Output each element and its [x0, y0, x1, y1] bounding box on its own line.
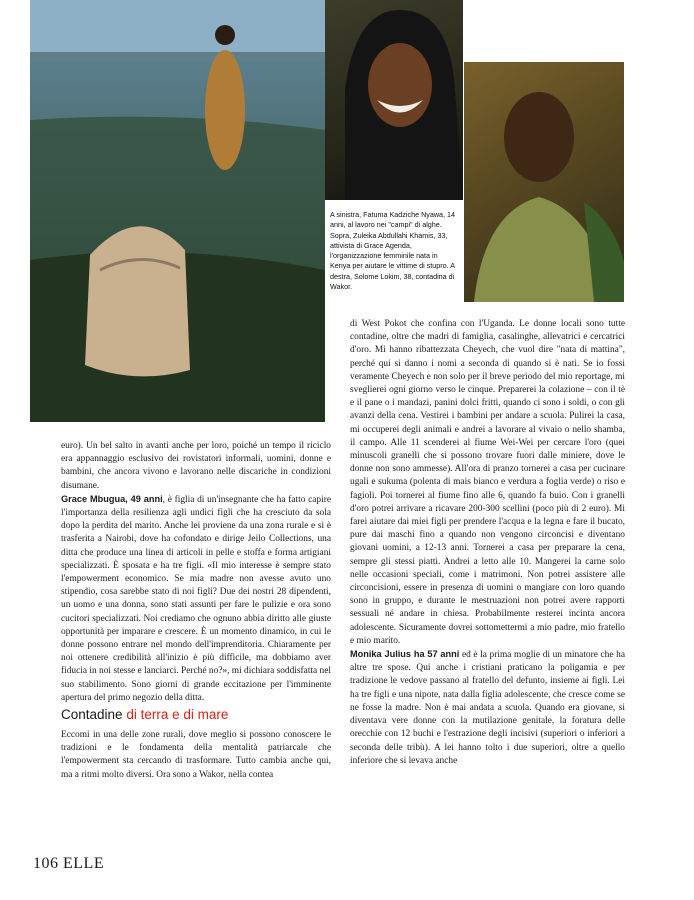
paragraph-text: , è figlia di un'insegnante che ha fatto capire l'importanza della resilienza agli undici figli che ha cresciuto da sola dopo la perdita del marito. Anche lei proviene da una zona rurale e si è trasferita a Nairobi, dove ha cofondato e dirige Jeilo Collections, una ditta che produce una linea di articoli in pelle e stoffa e forma artigiani specializzati. È sposata e ha tre figli. «Il mio interesse è sempre stato l'empowerment economico. Se mia madre non avesse avuto uno stipendio, cosa sarebbe stato di noi figli? Due dei nostri 28 dipendenti, un uomo e una donna, sono stati assunti per fare le pulizie e ora sono cucitori specializzati. Noi crediamo che ognuno abbia diritto alle giuste opportunità per imparare e crescere. È un momento dinamico, in cui le donne possono entrare nel mondo dell'imprenditoria. Chiaramente per noi ottenere credibilità all'inizio è più difficile, ma dobbiamo aver fiducia in noi stesse e lanciarci. Perché no?», mi dichiara soddisfatta nel suo stabilimento. Sono giorni di grande eccitazione per l'imminente apertura del primo negozio della ditta. [61, 494, 331, 703]
person-name: Grace Mbugua, 49 anni [61, 493, 163, 504]
photo-caption: A sinistra, Fatuma Kadziche Nyawa, 14 anni, al lavoro nei "campi" di alghe. Sopra, Zuleika Abdullahi Khamis, 33, attivista di Grace Agenda, l'organizzazione femminile nata in Kenya per aiutare le vittime di stupro. A destra, Solome Lokim, 38, contadina di Wakor. [330, 210, 456, 292]
article-column-right [350, 318, 625, 768]
page-folio: 106 ELLE [33, 855, 105, 872]
subhead-accent: di terra e di mare [126, 707, 229, 723]
subhead-main: Contadine [61, 707, 123, 723]
seaweed-farmer-illustration [30, 0, 325, 422]
portrait-zuleika-photo [325, 0, 463, 200]
seaweed-farmer-photo [30, 0, 325, 422]
paragraph [350, 648, 625, 768]
solome-portrait-illustration [464, 62, 624, 302]
paragraph-text: ed è la prima moglie di un minatore che ha altre tre spose. Qui anche i cristiani praticano la poligamia e per tradizione le vedove passano al fratello del defunto, insieme ai figli. Lei ha tre figli e una nipote, nata dalla figlia adolescente, che cresce come se ne fosse la madre. Non è mai andata a scuola. Quando era giovane, si diventava vere donne con la mutilazione genitale, la foratura delle orecchie con 12 buchi e l'estrazione degli incisivi (superiori o inferiori a seconda delle tribù). A lei hanno tolto i due superiori, oltre a quello inferiore che si levava anche [350, 650, 625, 766]
paragraph [61, 493, 331, 705]
paragraph: di West Pokot che confina con l'Uganda. Le donne locali sono tutte contadine, oltre che madri di famiglia, casalinghe, allevatrici e cercatrici d'oro. Mi hanno ribattezzata Cheyech, che vuol dire "nata di mattina", perché qui si danno i nomi a seconda di quando si è nati. Se io fossi veramente Cheyech e non solo per il breve periodo del mio reportage, mi sveglierei ogni giorno verso le cinque. Preparerei la colazione – con il tè e il pane o i mandazi, panini dolci fritti, quando ci sono i soldi, o con gli avanzi della cena. Vestirei i bambini per andare a scuola. Pulirei la casa, mi occuperei degli animali e andrei a lavorare al vivaio o nello shamba, il campo. Alle 11 scenderei al fiume Wei-Wei per cercare l'oro (quei minuscoli granelli che si possono trovare fuori dalle miniere, dove le donne non sono ammesse). All'ora di pranzo tornerei a casa per cucinare ugali e sukuma (polenta di mais bianco e verdura a foglia verde) o riso e fagioli. Poi tornerei al fiume fino alle 6, quando fa buio. Con i granelli d'oro potrei arrivare a ricavare 200-300 scellini (poco più di 2 euro). Mi farei aiutare dai miei figli per prendere l'acqua e la legna e fare il bucato, pure dai maschi fino a quando non vengono circoncisi e diventano giovani uomini, a 12-13 anni. Tornerei a casa per preparare la cena, sempre gli stessi piatti. Andrei a letto alle 10. Mangerei la carne solo nelle occasioni speciali, come i matrimoni. Non potrei assistere alle circoncisioni, essere in presenza di uomini o mangiare con loro quando sono in gruppo, e durante le mestruazioni non potrei avere rapporti sessuali né andare in chiesa. Probabilmente resterei incinta ancora adolescente. Sicuramente dovrei sottomettermi a mio padre, mio fratello e mio marito. [350, 319, 625, 646]
section-subhead [61, 707, 331, 723]
portrait-solome-photo [464, 62, 624, 302]
paragraph: Eccomi in una delle zone rurali, dove meglio si possono conoscere le tradizioni e le fondamenta della mentalità patriarcale che l'empowerment sta cercando di trasformare. Tutto cambia anche qui, ma a ritmi molto diversi. Ora sono a Wakor, nella contea [61, 730, 331, 780]
article-column-left [61, 440, 331, 782]
zuleika-portrait-illustration [325, 0, 463, 200]
person-name: Monika Julius ha 57 anni [350, 649, 460, 660]
paragraph: euro). Un bel salto in avanti anche per loro, poiché un tempo il riciclo era appannaggio esclusivo dei rovistatori informali, uomini, donne e bambini, che ancora vivono e lavorano nelle discariche in condizioni disumane. [61, 441, 331, 491]
